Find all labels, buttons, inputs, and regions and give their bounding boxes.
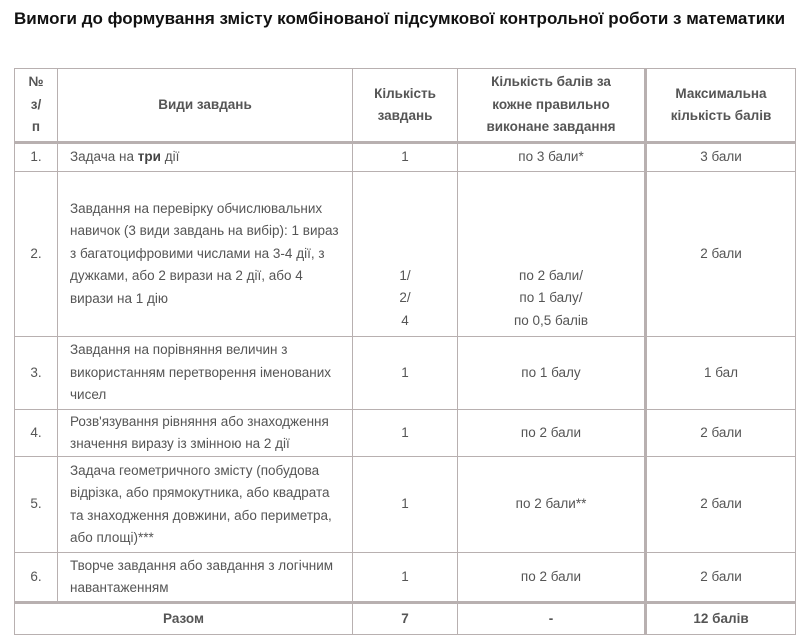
row-number: 6. xyxy=(15,553,58,603)
row-number: 3. xyxy=(15,337,58,410)
row-max-points: 2 бали xyxy=(646,410,796,457)
row-points-each: по 3 бали* xyxy=(458,143,646,172)
row-number: 1. xyxy=(15,143,58,172)
table-row xyxy=(15,410,796,457)
count-option: 1/ xyxy=(399,267,411,283)
row-task-count: 1 xyxy=(353,553,458,603)
row-number: 4. xyxy=(15,410,58,457)
row-task-type: Завдання на порівняння величин з використанням перетворення іменованих чисел xyxy=(58,337,353,410)
header-task-count: Кількість завдань xyxy=(353,69,458,143)
row-task-type xyxy=(58,143,353,172)
table-header-row xyxy=(15,69,796,143)
task-type-text: Задача на xyxy=(70,149,138,165)
points-option: по 2 бали/ xyxy=(519,267,583,283)
table-row xyxy=(15,143,796,172)
row-task-count: 1 xyxy=(353,337,458,410)
row-max-points: 1 бал xyxy=(646,337,796,410)
page-title: Вимоги до формування змісту комбінованої підсумкової контрольної роботи з математики xyxy=(14,9,786,28)
header-max-points: Максимальна кількість балів xyxy=(646,69,796,143)
points-option: по 0,5 балів xyxy=(513,312,589,328)
row-number: 5. xyxy=(15,457,58,553)
row-task-count: 1 xyxy=(353,410,458,457)
row-max-points: 2 бали xyxy=(646,457,796,553)
row-task-type: Задача геометричного змісту (побудова відрізка, або прямокутника, або квадрата та знаходження довжини, або периметра, або площі)*** xyxy=(58,457,353,553)
requirements-table xyxy=(14,68,796,635)
table-row xyxy=(15,457,796,553)
row-task-count: 1 xyxy=(353,143,458,172)
header-number-line: № xyxy=(28,74,44,90)
row-max-points: 3 бали xyxy=(646,143,796,172)
row-task-count xyxy=(353,172,458,337)
row-points-each: по 1 балу xyxy=(458,337,646,410)
row-number: 2. xyxy=(15,172,58,337)
total-count: 7 xyxy=(353,603,458,635)
total-points-each: - xyxy=(458,603,646,635)
row-task-type: Розв'язування рівняння або знаходження значення виразу із змінною на 2 дії xyxy=(58,410,353,457)
row-task-type: Творче завдання або завдання з логічним навантаженням xyxy=(58,553,353,603)
count-option: 4 xyxy=(401,312,409,328)
table-row xyxy=(15,553,796,603)
row-points-each: по 2 бали** xyxy=(458,457,646,553)
row-task-type: Завдання на перевірку обчислювальних навичок (3 види завдань на вибір): 1 вираз з багатоцифровими числами на 3-4 дії, з дужками, або 2 вирази на 2 дії, або 4 вирази на 1 дію xyxy=(58,172,353,337)
row-task-count: 1 xyxy=(353,457,458,553)
table-row xyxy=(15,172,796,337)
table-row xyxy=(15,337,796,410)
header-number-line: п xyxy=(31,119,41,135)
task-type-emphasis: три xyxy=(137,149,161,165)
total-max-points: 12 балів xyxy=(646,603,796,635)
table-total-row xyxy=(15,603,796,635)
header-task-type: Види завдань xyxy=(58,69,353,143)
header-points-each: Кількість балів за кожне правильно виконане завдання xyxy=(458,69,646,143)
total-label: Разом xyxy=(15,603,353,635)
points-option: по 1 балу/ xyxy=(519,290,583,305)
row-points-each: по 2 бали xyxy=(458,410,646,457)
row-max-points: 2 бали xyxy=(646,553,796,603)
header-number xyxy=(15,69,58,143)
count-option: 2/ xyxy=(399,290,411,305)
row-points-each: по 2 бали xyxy=(458,553,646,603)
task-type-text: дії xyxy=(160,149,180,165)
row-max-points: 2 бали xyxy=(646,172,796,337)
header-number-line: з/ xyxy=(30,96,42,112)
row-points-each xyxy=(458,172,646,337)
